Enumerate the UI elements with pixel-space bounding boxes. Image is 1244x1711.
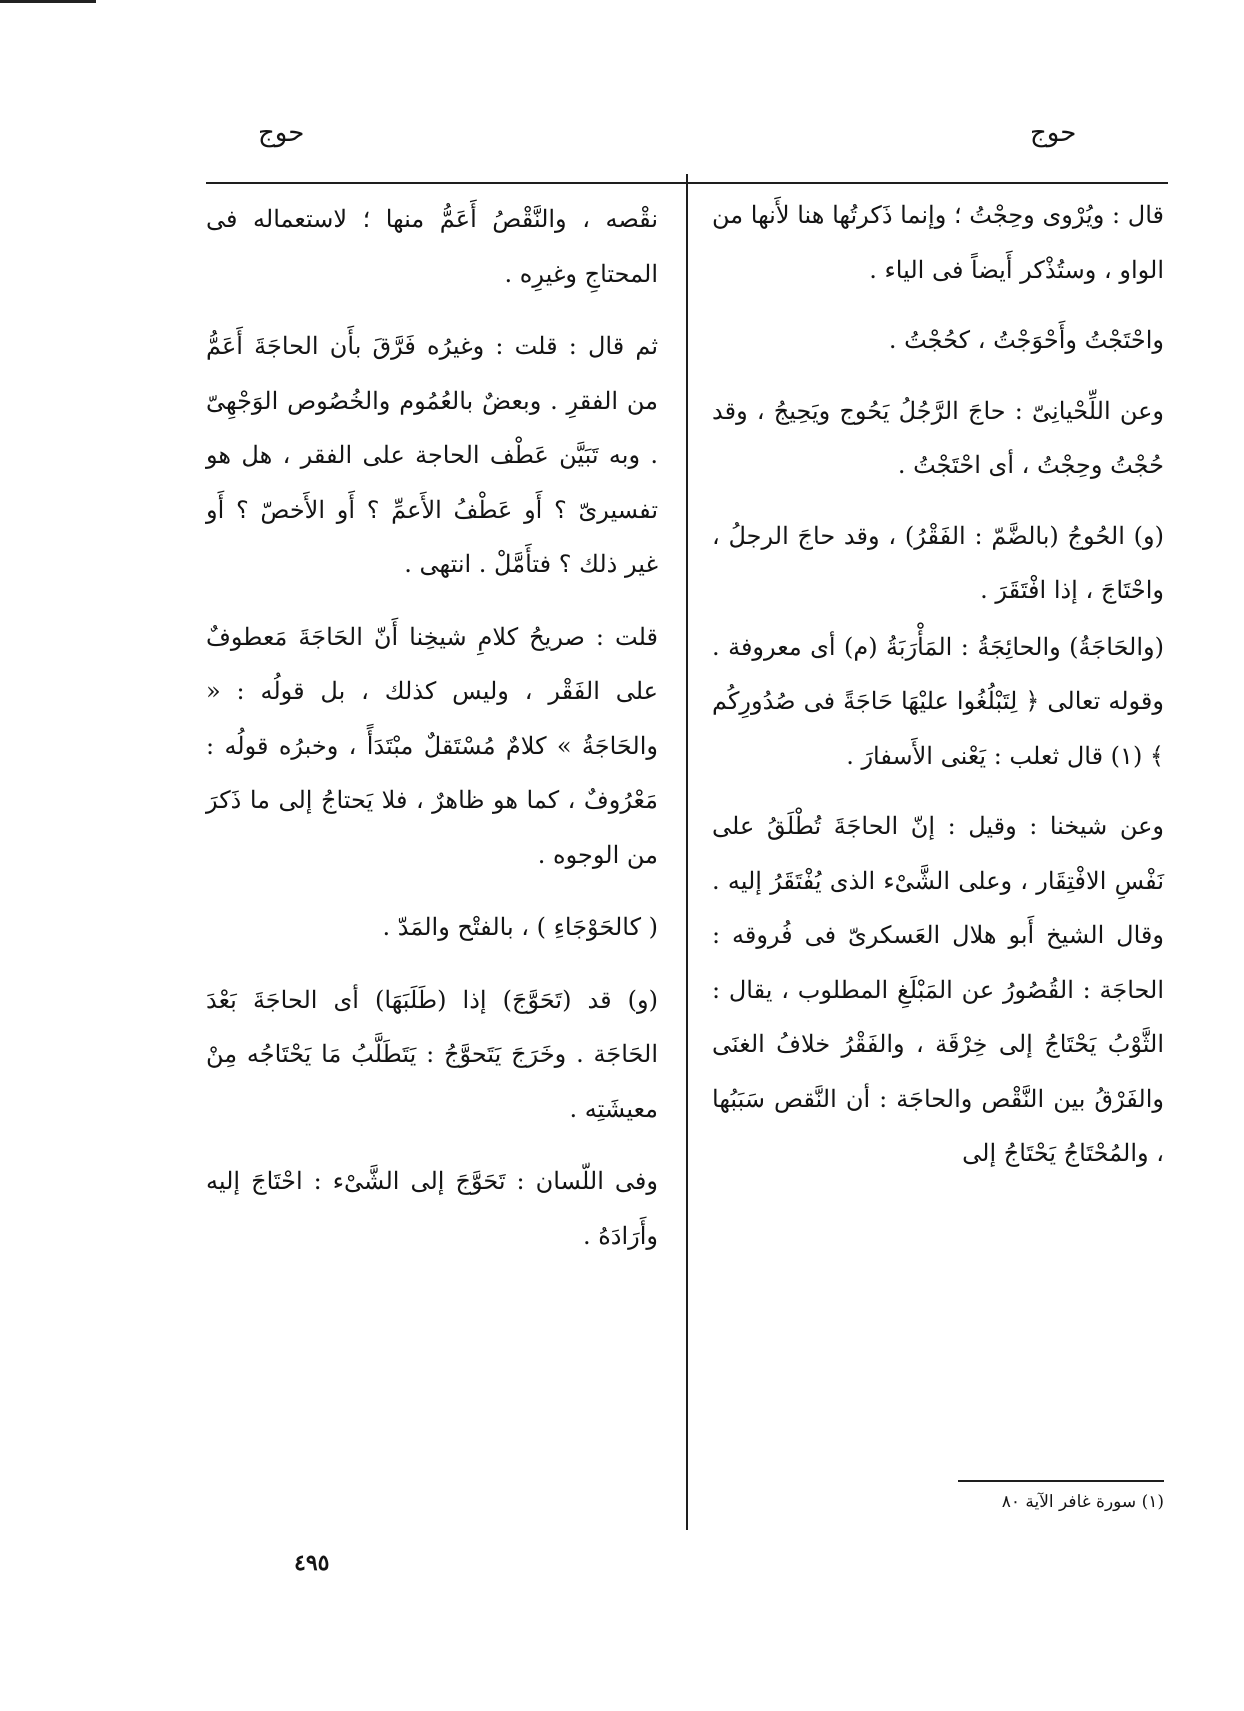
column-divider: [686, 174, 688, 1530]
scan-edge-mark: [0, 0, 96, 3]
running-header-left: حوج: [258, 118, 305, 148]
paragraph: (و) الحُوجُ (بالضَّمّ : الفَقْرُ) ، وقد حاجَ الرجلُ ، واحْتَاجَ ، إذا افْتَقَرَ .: [712, 521, 1164, 604]
paragraph: واحْتَجْتُ وأَحْوَجْتُ ، كحُجْتُ .: [888, 326, 1164, 354]
paragraph: وعن اللِّحْيانِىّ : حاجَ الرَّجُلُ يَحُوج ويَحِيجُ ، وقد حُجْتُ وحِجْتُ ، أى احْتَجْتُ .: [712, 396, 1164, 479]
footnote: (١) سورة غافر الآية ٨٠: [1001, 1492, 1164, 1512]
paragraph: وعن شيخنا : وقيل : إنّ الحاجَةَ تُطْلَقُ على نَفْسِ الافْتِقَار ، وعلى الشَّىْء الذى يُفْتَقَرُ إليه . وقال الشيخ أَبو هلال العَسكرىّ فى فُروقه : الحاجَة : القُصُورُ عن المَبْلَغِ المطلوب ، يقال : الثَّوْبُ يَحْتَاجُ إلى خِرْقَة ، والفَقْرُ خلافُ الغنَى والفَرْقُ بين النَّقْص والحاجَة : أن النَّقص سَبَبُها ، والمُحْتَاجُ يَحْتَاجُ إلى: [712, 812, 1164, 1167]
paragraph: قلت : صريحُ كلامِ شيخِنا أَنّ الحَاجَةَ مَعطوفٌ على الفَقْر ، وليس كذلك ، بل قولُه : « والحَاجَةُ » كلامٌ مُسْتَقلٌ مبْتَدَأً ، وخبرُه قولُه : مَعْرُوفٌ ، كما هو ظاهرٌ ، فلا يَحتاجُ إلى ما ذَكرَ من الوجوه .: [206, 622, 658, 869]
paragraph: (والحَاجَةُ) والحائِجَةُ : المَأْرَبَةُ (م) أى معروفة . وقوله تعالى ﴿ لِتَبْلُغُوا عليْهَا حَاجَةً فى صُدُورِكُم ﴾ (١) قال ثعلب : يَعْنى الأَسفارَ .: [712, 632, 1164, 770]
paragraph: ( كالحَوْجَاءِ ) ، بالفتْح والمَدّ .: [382, 913, 658, 941]
paragraph: (و) قد (تَحَوَّجَ) إذا (طَلَبَهَا) أى الحاجَةَ بَعْدَ الحَاجَة . وخَرَجَ يَتَحوَّجُ : يَتَطَلَّبُ مَا يَحْتَاجُه مِنْ معيشَتِه .: [206, 985, 658, 1123]
paragraph: ثم قال : قلت : وغيرُه فَرَّقَ بأَن الحاجَةَ أَعَمُّ من الفقرِ . وبعضٌ بالعُمُوم والخُصُوص الوَجْهِىّ . وبه تَبَيَّن عَطْف الحاجة على الفقر ، هل هو تفسيرىّ ؟ أَو عَطْفُ الأَعمِّ ؟ أَو الأَخصّ ؟ أَو غير ذلك ؟ فتأَمَّلْ . انتهى .: [206, 332, 658, 578]
left-column: [206, 192, 658, 1281]
right-column: [712, 188, 1164, 1197]
paragraph: وفى اللّسان : تَحَوَّجَ إلى الشَّىْء : احْتَاجَ إليه وأَرَادَهُ .: [206, 1167, 658, 1250]
paragraph: نقْصه ، والنَّقْصُ أَعَمُّ منها ؛ لاستعماله فى المحتاجِ وغيرِه .: [206, 205, 658, 288]
page-number: ٤٩٥: [294, 1550, 330, 1576]
running-header-right: حوج: [1030, 118, 1077, 148]
paragraph: قال : ويُرْوى وحِجْتُ ؛ وإنما ذَكرتُها هنا لأَنها من الواو ، وستُذْكر أَيضاً فى الياء .: [712, 201, 1164, 284]
footnote-rule: [958, 1480, 1164, 1482]
